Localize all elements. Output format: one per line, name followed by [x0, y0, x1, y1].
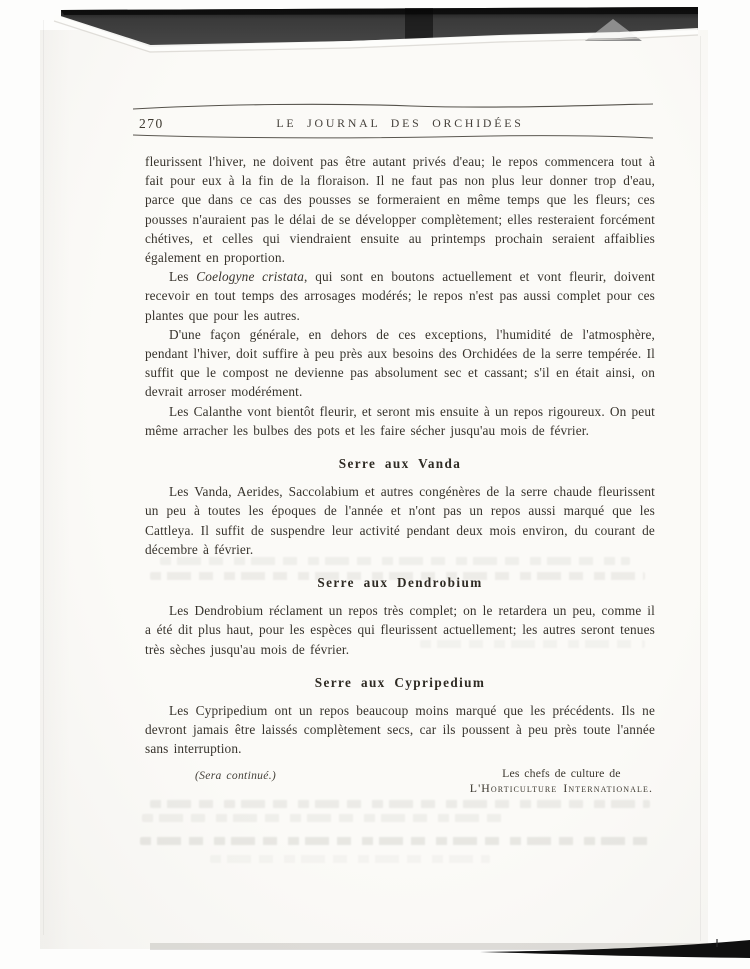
bleed-through-text: [210, 855, 490, 863]
section-heading-vanda: Serre aux Vanda: [338, 456, 462, 472]
page-number: 270: [139, 116, 164, 131]
to-be-continued-note: (Sera continué.): [195, 768, 277, 782]
paragraph-dendrobium: Les Dendrobium réclament un repos très complet; on le retardera un peu, comme il a été dit plus haut, pour les espèces qui fleurissent actuellement; les autres seront tenues très sèches jusqu'au mois de février.: [145, 603, 655, 657]
header-rule-top: [131, 101, 655, 111]
scan-bottom-edge-artifact: [0, 939, 750, 969]
paragraph-continuation: fleurissent l'hiver, ne doivent pas être autant privés d'eau; le repos commencera tout à fait pour eux à la fin de la floraison. Il ne faut pas non plus leur donner trop d'eau, parce que dans ce cas des pousses se formeraient en même temps que les fleurs; ces pousses n'auraient pas le délai de se développer complètement; elles resteraient forcément chétives, et celles qui viendraient ensuite au printemps prochain seraient affaiblies également en proportion.: [145, 154, 655, 266]
signature-block: [470, 766, 653, 796]
article-footer: [145, 766, 655, 796]
bleed-through-text: [150, 800, 650, 808]
paragraph-coelogyne: [145, 267, 655, 325]
bleed-through-text: [140, 837, 650, 845]
header-rule-bottom: [131, 132, 655, 141]
journal-title: LE JOURNAL DES ORCHIDÉES: [276, 116, 524, 130]
page-content: [139, 101, 655, 796]
article-body: [145, 152, 655, 796]
paragraph-coelogyne-lead: Les: [168, 269, 197, 285]
paragraph-coelogyne-rest: , qui sont en boutons actuellement et vont fleurir, doivent recevoir en tout temps des arrosages modérés; le repos n'est pas aussi complet pour ces plantes que pour les autres.: [145, 269, 655, 323]
page-left-edge: [43, 20, 44, 935]
paragraph-calanthe: Les Calanthe vont bientôt fleurir, et seront mis ensuite à un repos rigoureux. On peut même arracher les bulbes des pots et les faire sécher jusqu'au mois de février.: [145, 403, 655, 438]
bleed-through-text: [142, 814, 502, 822]
signature-organization: L'Horticulture Internationale.: [469, 780, 653, 795]
scan-top-edge-artifact: [0, 0, 750, 70]
species-name-italic: Coelogyne cristata: [196, 269, 305, 285]
running-header: [139, 112, 655, 132]
page-right-edge: [700, 36, 701, 941]
section-heading-cypripedium: Serre aux Cypripedium: [314, 674, 486, 690]
paragraph-cypripedium: Les Cypripedium ont un repos beaucoup moins marqué que les précédents. Ils ne devront jamais être laissés complètement secs, car ils poussent à peu près toute l'année sans interruption.: [145, 703, 655, 757]
signature-line1: Les chefs de culture de: [502, 765, 621, 780]
section-heading-dendrobium: Serre aux Dendrobium: [317, 575, 483, 591]
paragraph-general: D'une façon générale, en dehors de ces exceptions, l'humidité de l'atmosphère, pendant l'hiver, doit suffire à peu près aux besoins des Orchidées de la serre tempérée. Il suffit que le compost ne devienne pas absolument sec et cassant; s'il en était ainsi, on devrait arroser modérément.: [145, 326, 655, 400]
paragraph-vanda: Les Vanda, Aerides, Saccolabium et autres congénères de la serre chaude fleurissent un peu à toutes les époques de l'année et n'ont pas un repos aussi marqué que les Cattleya. Il suffit de suspendre leur activité pendant deux mois environ, du courant de décembre à février.: [145, 484, 655, 557]
